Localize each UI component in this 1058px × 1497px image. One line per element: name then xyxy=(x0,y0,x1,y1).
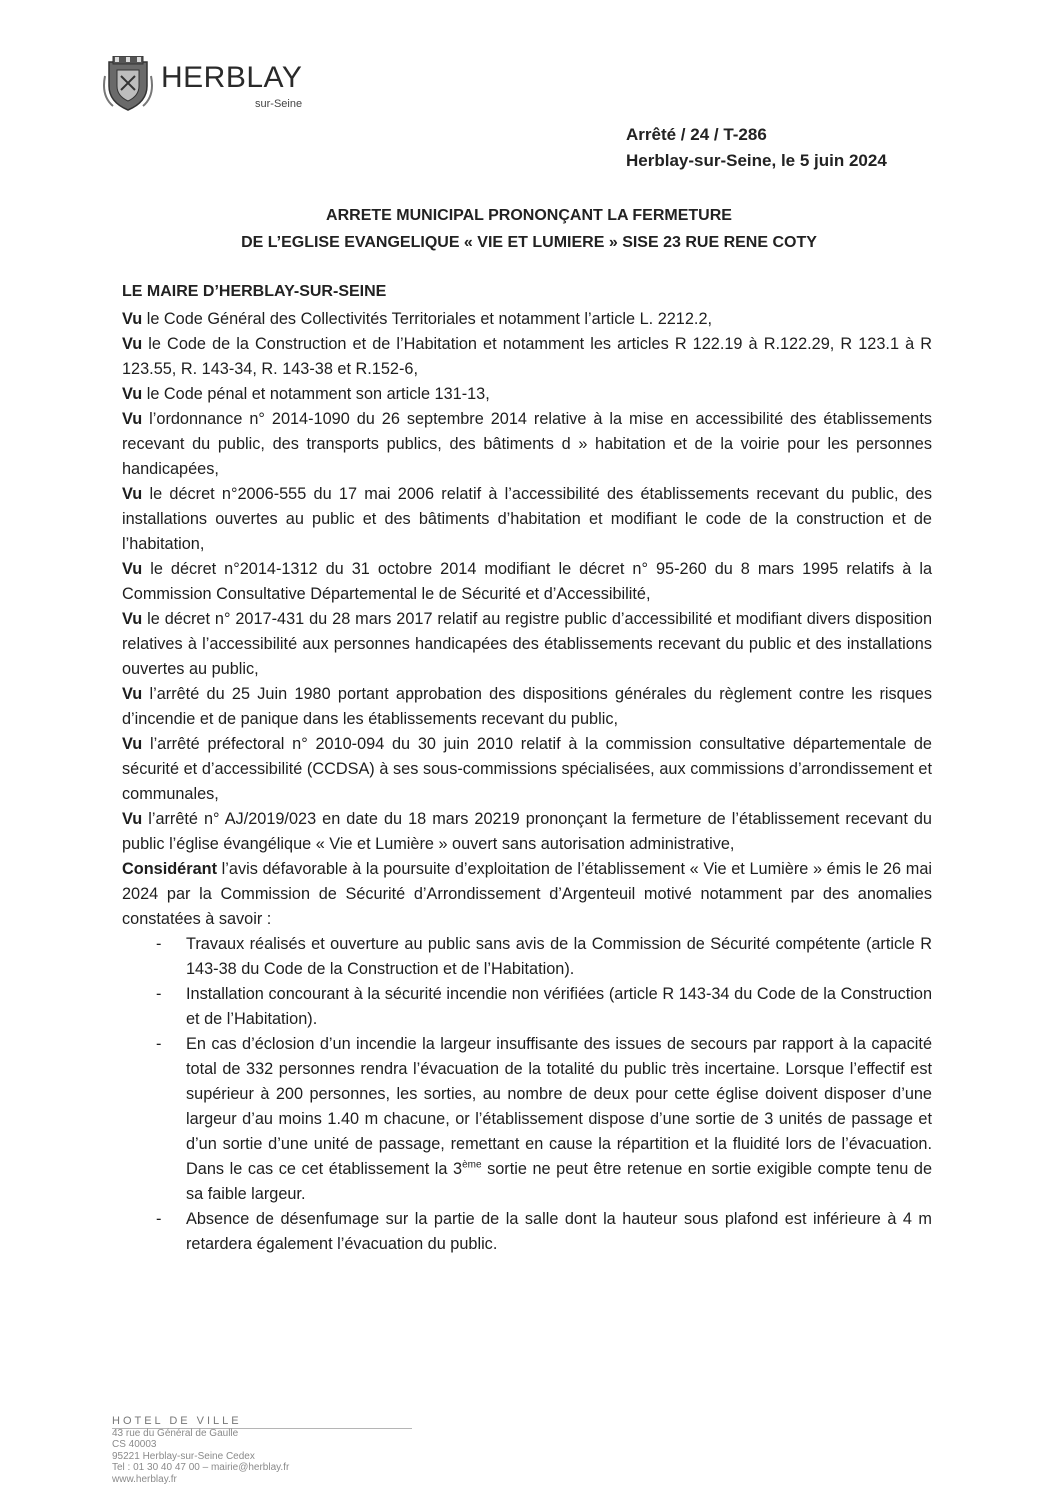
footer-postbox: CS 40003 xyxy=(112,1439,157,1450)
footer-city: 95221 Herblay-sur-Seine Cedex xyxy=(112,1450,255,1462)
paragraph xyxy=(122,407,932,482)
document-title xyxy=(100,202,958,256)
paragraph-lead: Considérant xyxy=(122,860,217,878)
paragraph-text: le Code de la Construction et de l’Habitation et notamment les articles R 122.19 à R.122.29, R 123.1 à R 123.55, R. 143-34, R. 143-38 et R.152-6, xyxy=(122,335,932,378)
footer-title: HOTEL DE VILLE xyxy=(112,1415,242,1427)
list-item-text: Absence de désenfumage sur la partie de la salle dont la hauteur sous plafond est inférieure à 4 m retardera également l’évacuation du public. xyxy=(186,1210,932,1253)
title-line-2: DE L’EGLISE EVANGELIQUE « VIE ET LUMIERE » SISE 23 RUE RENE COTY xyxy=(241,234,817,251)
decree-number: Arrêté / 24 / T-286 xyxy=(626,125,767,144)
footer-contact: Tel : 01 30 40 47 00 – mairie@herblay.fr xyxy=(112,1462,290,1473)
paragraph-text: l’avis défavorable à la poursuite d’exploitation de l’établissement « Vie et Lumière » émis le 26 mai 2024 par la Commission de Sécurité d’Arrondissement d’Argenteuil motivé notamment par des anomalies constatées à savoir : xyxy=(122,860,932,928)
paragraph xyxy=(122,682,932,732)
city-logo xyxy=(103,50,333,120)
paragraph-text: l’arrêté n° AJ/2019/023 en date du 18 mars 20219 prononçant la fermeture de l’établissement recevant du public l’église évangélique « Vie et Lumière » ouvert sans autorisation administrative, xyxy=(122,810,932,853)
list-item-text-tail: sortie ne peut être retenue en sortie exigible compte tenu de sa faible largeur. xyxy=(186,1160,932,1203)
coat-of-arms-icon xyxy=(103,56,153,112)
list-item xyxy=(122,1032,932,1207)
document-body xyxy=(122,307,932,1257)
paragraph xyxy=(122,857,932,932)
paragraph xyxy=(122,307,932,332)
paragraph-text: le décret n° 2017-431 du 28 mars 2017 relatif au registre public d’accessibilité et modifiant divers disposition relatives à l’accessibilité aux personnes handicapées des établissements recevant du public et des installations ouvertes au public, xyxy=(122,610,932,678)
paragraph-lead: Vu xyxy=(122,560,143,578)
list-item-text: Travaux réalisés et ouverture au public sans avis de la Commission de Sécurité compétente (article R 143-38 du Code de la Construction et de l’Habitation). xyxy=(186,935,932,978)
logo-name: HERBLAY xyxy=(161,61,303,94)
paragraph-lead: Vu xyxy=(122,810,143,828)
list-item xyxy=(122,1207,932,1257)
paragraph-text: le Code pénal et notamment son article 131-13, xyxy=(142,385,490,403)
paragraph-text: le Code Général des Collectivités Territoriales et notamment l’article L. 2212.2, xyxy=(142,310,713,328)
paragraph-lead: Vu xyxy=(122,385,143,403)
footer-street: 43 rue du Général de Gaulle xyxy=(112,1427,239,1439)
list-item-text: Installation concourant à la sécurité incendie non vérifiées (article R 143-34 du Code de la Construction et de l’Habitation). xyxy=(186,985,932,1028)
ordinal-superscript: ème xyxy=(462,1159,482,1171)
paragraph-text: le décret n°2014-1312 du 31 octobre 2014 modifiant le décret n° 95-260 du 8 mars 1995 relatifs à la Commission Consultative Départemental le de Sécurité et d’Accessibilité, xyxy=(122,560,932,603)
dash-bullet-icon: - xyxy=(156,985,162,1003)
dash-bullet-icon: - xyxy=(156,1035,162,1053)
paragraph-text: l’ordonnance n° 2014-1090 du 26 septembre 2014 relative à la mise en accessibilité des établissements recevant du public, des transports publics, des bâtiments d » habitation et de la voirie pour les personnes handicapées, xyxy=(122,410,932,478)
title-line-1: ARRETE MUNICIPAL PRONONÇANT LA FERMETURE xyxy=(326,207,732,224)
paragraph-text: l’arrêté préfectoral n° 2010-094 du 30 juin 2010 relatif à la commission consultative départementale de sécurité et d’accessibilité (CCDSA) à ses sous-commissions spécialisées, aux commissions d’arrondissement et communales, xyxy=(122,735,932,803)
paragraph-text: l’arrêté du 25 Juin 1980 portant approbation des dispositions générales du règlement contre les risques d’incendie et de panique dans les établissements recevant du public, xyxy=(122,685,932,728)
dash-bullet-icon: - xyxy=(156,935,162,953)
paragraph-lead: Vu xyxy=(122,335,143,353)
paragraph-lead: Vu xyxy=(122,735,143,753)
decree-place-date: Herblay-sur-Seine, le 5 juin 2024 xyxy=(626,151,887,170)
paragraph xyxy=(122,557,932,607)
decree-reference xyxy=(626,122,887,174)
logo-subtitle: sur-Seine xyxy=(255,98,303,110)
list-item-text: En cas d’éclosion d’un incendie la largeur insuffisante des issues de secours par rapport à la capacité total de 332 personnes rendra l’évacuation de la totalité du public très incertaine. Lorsque l’effectif est supérieur à 200 personnes, les sorties, au nombre de deux pour cette église doivent disposer d’une largeur d’au moins 1.40 m chacune, or l’établissement dispose d’une sortie de 3 unités de passage et d’un sortie d’une unité de passage, remettant en cause la répartition et la fluidité lors de l’évacuation. Dans le cas ce cet établissement la 3 xyxy=(186,1035,932,1178)
list-item xyxy=(122,932,932,982)
anomaly-list xyxy=(122,932,932,1257)
paragraph xyxy=(122,382,932,407)
paragraph-lead: Vu xyxy=(122,410,143,428)
footer-website: www.herblay.fr xyxy=(112,1473,177,1485)
paragraph xyxy=(122,807,932,857)
paragraph-lead: Vu xyxy=(122,310,143,328)
list-item xyxy=(122,982,932,1032)
dash-bullet-icon: - xyxy=(156,1210,162,1228)
paragraph xyxy=(122,482,932,557)
issuer-heading: LE MAIRE D’HERBLAY-SUR-SEINE xyxy=(122,283,387,300)
paragraph-text: le décret n°2006-555 du 17 mai 2006 relatif à l’accessibilité des établissements recevant du public, des installations ouvertes au public et des bâtiments d’habitation et modifiant le code de la construction et de l’habitation, xyxy=(122,485,932,553)
paragraph-lead: Vu xyxy=(122,485,143,503)
footer-address xyxy=(112,1416,422,1485)
paragraph xyxy=(122,332,932,382)
paragraph-lead: Vu xyxy=(122,685,143,703)
paragraph-lead: Vu xyxy=(122,610,143,628)
paragraph xyxy=(122,732,932,807)
paragraph xyxy=(122,607,932,682)
